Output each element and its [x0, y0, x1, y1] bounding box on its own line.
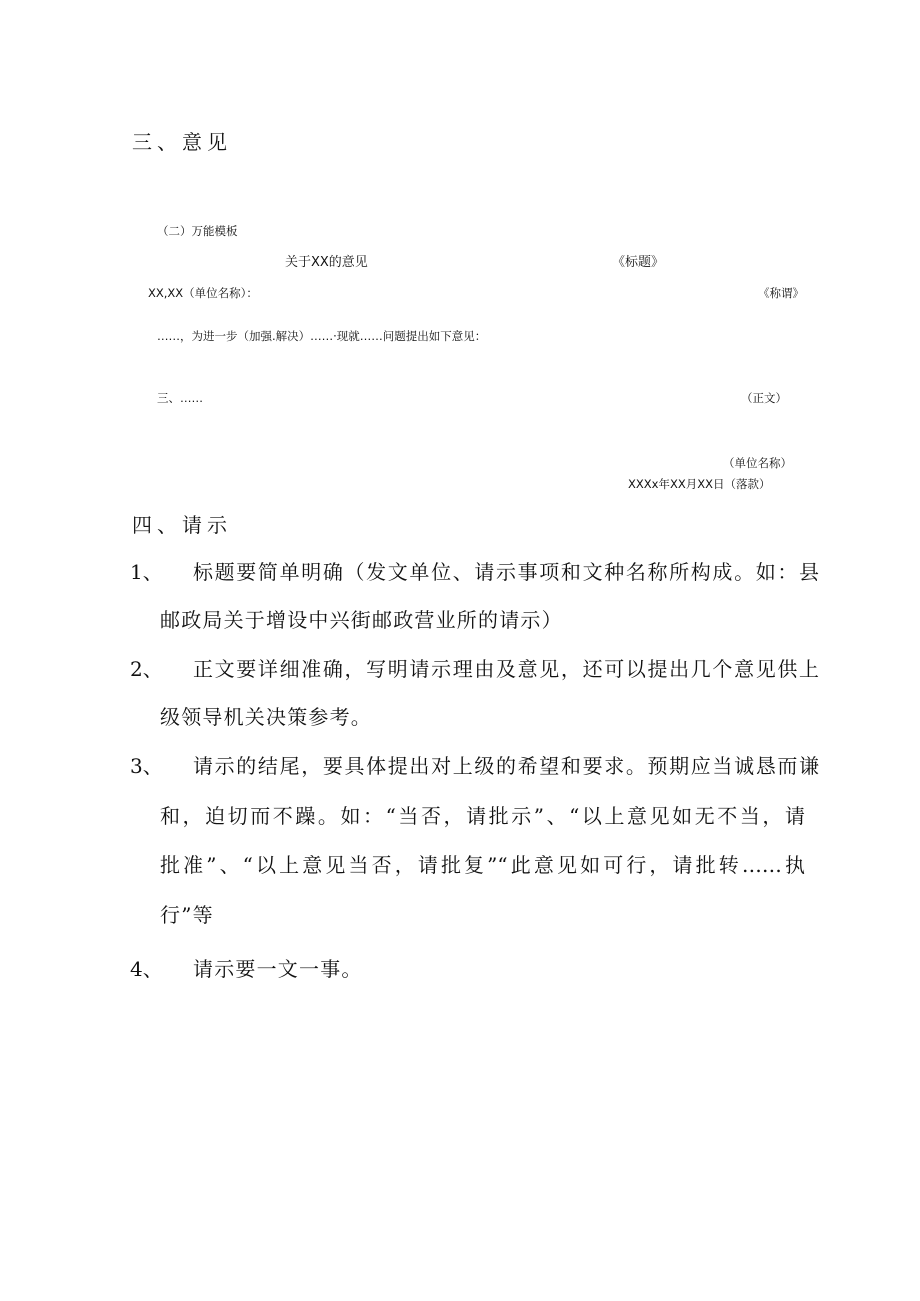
template-body: 三、……	[157, 391, 203, 405]
list-item-text-line: 级领导机关决策参考。	[160, 705, 372, 729]
list-item-text-line: 标题要简单明确（发文单位、请示事项和文种名称所构成。如：县	[193, 560, 819, 584]
list-item-number: 3、	[130, 754, 163, 778]
template-title: 关于XX的意见	[285, 255, 368, 270]
list-item-number: 4、	[130, 957, 163, 981]
template-label: （二）万能模板	[157, 224, 238, 238]
template-salutation-note: 《称谓》	[758, 286, 804, 300]
list-item-text-line: 请示要一文一事。	[193, 957, 363, 981]
template-salutation: XX,XX（单位名称）：	[148, 286, 258, 300]
template-signature-date: XXXx年XX月XX日（落款）	[628, 477, 771, 491]
section-heading-opinion: 三、意见	[132, 130, 232, 154]
section-heading-request: 四、请示	[132, 513, 232, 537]
list-item-text-line: 批准”、“以上意见当否，请批复”“此意见如可行，请批转……执	[160, 853, 805, 877]
list-item-number: 1、	[130, 560, 163, 584]
template-title-note: 《标题》	[612, 255, 665, 270]
template-signature-unit: （单位名称）	[723, 456, 792, 470]
list-item-text-line: 请示的结尾，要具体提出对上级的希望和要求。预期应当诚恳而谦	[193, 754, 819, 778]
template-body-note: （正文）	[741, 391, 787, 405]
list-item-text-line: 和，迫切而不躁。如：“当否，请批示”、“以上意见如无不当，请	[160, 804, 805, 828]
list-item-text-line: 邮政局关于增设中兴街邮政营业所的请示）	[160, 608, 563, 632]
template-opening: ……，为进一步（加强.解决）……·现就……问题提出如下意见：	[157, 329, 487, 343]
list-item-text-line: 行”等	[160, 903, 214, 927]
list-item-text-line: 正文要详细准确，写明请示理由及意见，还可以提出几个意见供上	[193, 657, 819, 681]
list-item-number: 2、	[130, 657, 163, 681]
